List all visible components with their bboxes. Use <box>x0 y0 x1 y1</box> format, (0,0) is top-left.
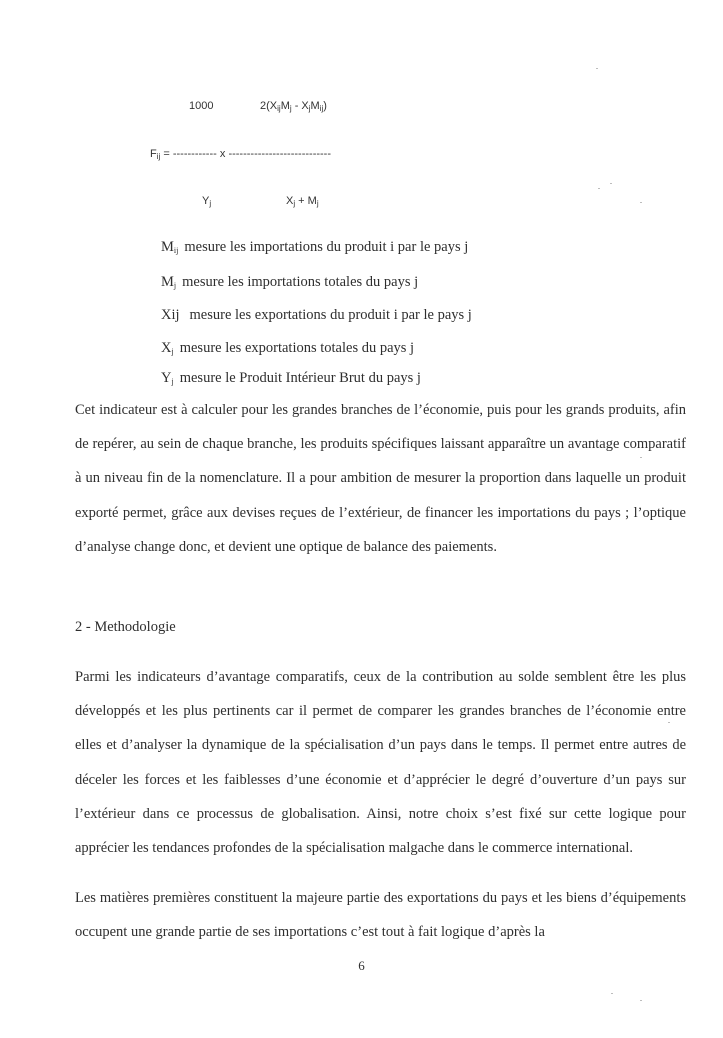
section-heading-methodologie: 2 - Methodologie <box>75 619 176 635</box>
paragraph-indicator: Cet indicateur est à calculer pour les grandes branches de l’économie, puis pour les grands produits, afin de repérer, au sein de chaque branche, les produits spécifiques laissant apparaître un avantage comparatif à un niveau fin de la nomenclature. Il a pour ambition de mesurer la proportion dans laquelle un produit exporté permet, grâce aux devises reçues de l’extérieur, de financer les importations du pays ; l’optique d’analyse change donc, et devient une optique de balance des paiements. <box>75 402 686 555</box>
paragraph-raw-materials: Les matières premières constituent la majeure partie des exportations du pays et les biens d’équipements occupent une grande partie de ses importations c’est tout à fait logique d’après la <box>75 890 686 941</box>
scan-speck <box>596 68 598 69</box>
formula-numerator-expression: $2(X_{ij}M_j - X_jM_{ij})$ <box>260 100 327 113</box>
scan-speck <box>668 722 670 723</box>
definition-xij: Xij mesure les exportations du produit i par le pays j <box>161 307 472 323</box>
definition-mj: $M_j$ mesure les importations totales du pays j <box>161 274 419 290</box>
scan-speck <box>640 202 642 203</box>
numerator-constant: 1000 <box>189 100 214 112</box>
paragraph-methodology: Parmi les indicateurs d’avantage comparatifs, ceux de la contribution au solde semblent être les plus développés et les plus pertinents car il permet de comparer les grandes branches de l’économie entre elles et d’analyser la dynamique de la spécialisation d’un pays dans le temps. Il permet entre autres de déceler les forces et les faiblesses d’une économie et d’apprécier le degré d’ouverture d’un pays sur l’extérieur dans ce processus de globalisation. Ainsi, notre choix s’est fixé sur cette logique pour apprécier les tendances profondes de la spécialisation malgache dans le commerce international. <box>75 669 686 857</box>
scan-speck <box>611 993 613 994</box>
formula-lhs: F <box>150 148 157 160</box>
page-number: 6 <box>358 958 365 973</box>
formula-fraction-line: $F_{ij}$ = ------------ x ---------------------------- <box>150 148 332 161</box>
scan-speck <box>640 457 642 458</box>
formula-denominator-left: $Y_j$ <box>202 195 212 208</box>
definition-yj: $Y_j$ mesure le Produit Intérieur Brut du pays j <box>161 370 421 386</box>
formula-denominator-right: $X_j + M_j$ <box>286 195 319 208</box>
scan-speck <box>640 1000 642 1001</box>
formula-numerator <box>189 100 213 112</box>
definition-xj: $X_j$ mesure les exportations totales du pays j <box>161 340 415 356</box>
definition-mij: $M_{ij}$ mesure les importations du produit i par le pays j <box>161 239 469 255</box>
scan-speck <box>598 188 600 189</box>
scan-speck <box>610 183 612 184</box>
